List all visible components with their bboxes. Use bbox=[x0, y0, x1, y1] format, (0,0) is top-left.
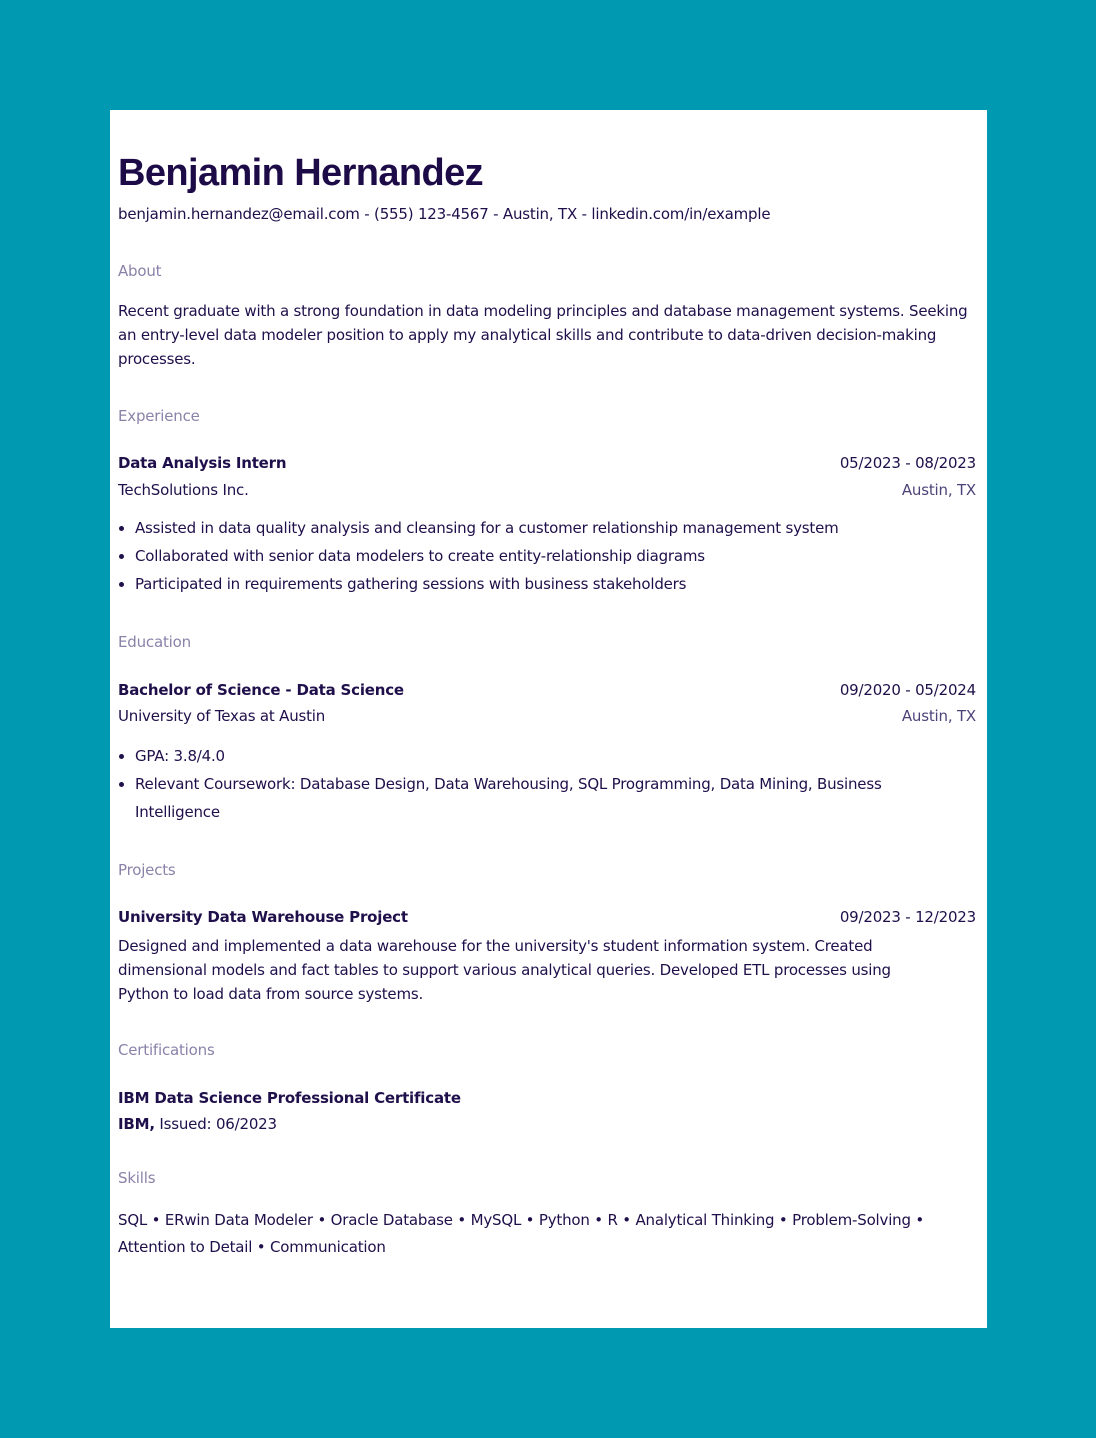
list-item: • Assisted in data quality analysis and cleansing for a customer relationship management system bbox=[135, 514, 976, 542]
education-bullets bbox=[118, 742, 916, 826]
experience-header-row bbox=[118, 452, 976, 474]
job-title: Data Analysis Intern bbox=[118, 454, 287, 472]
project-header-row bbox=[118, 906, 976, 928]
section-title-certifications: Certifications bbox=[118, 1041, 215, 1059]
candidate-name: Benjamin Hernandez bbox=[118, 152, 484, 194]
certification-name: IBM Data Science Professional Certificate bbox=[118, 1089, 461, 1107]
job-dates: 05/2023 - 08/2023 bbox=[839, 454, 976, 472]
project-description: Designed and implemented a data warehouse for the university's student information system. Created dimensional models and fact tables to support various analytical queries. Developed ETL processes using Python to load data from source systems. bbox=[118, 937, 891, 1003]
education-header-row bbox=[118, 679, 976, 701]
project-name: University Data Warehouse Project bbox=[118, 908, 408, 926]
certification-detail-row bbox=[118, 1113, 976, 1135]
list-item: • Participated in requirements gathering sessions with business stakeholders bbox=[135, 570, 976, 598]
education-school-row bbox=[118, 705, 976, 727]
skills-list: SQL • ERwin Data Modeler • Oracle Database • MySQL • Python • R • Analytical Thinking • Problem-Solving • Attention to Detail • Communication bbox=[118, 1211, 925, 1256]
certification-name-row bbox=[118, 1087, 976, 1109]
list-item: • Relevant Coursework: Database Design, Data Warehousing, SQL Programming, Data Mining, Business Intelligence bbox=[135, 770, 916, 826]
list-item: • Collaborated with senior data modelers to create entity-relationship diagrams bbox=[135, 542, 976, 570]
certification-issued: Issued: 06/2023 bbox=[159, 1115, 277, 1133]
resume-page bbox=[110, 110, 987, 1328]
section-title-experience: Experience bbox=[118, 407, 200, 425]
job-location: Austin, TX bbox=[901, 481, 976, 499]
section-title-projects: Projects bbox=[118, 861, 176, 879]
experience-bullets bbox=[118, 514, 976, 598]
section-title-skills: Skills bbox=[118, 1169, 156, 1187]
experience-company-row bbox=[118, 479, 976, 501]
certification-details bbox=[118, 1113, 277, 1135]
school-name: University of Texas at Austin bbox=[118, 707, 326, 725]
list-item: • GPA: 3.8/4.0 bbox=[135, 742, 916, 770]
section-title-education: Education bbox=[118, 633, 191, 651]
project-dates: 09/2023 - 12/2023 bbox=[839, 908, 976, 926]
about-text: Recent graduate with a strong foundation in data modeling principles and database management systems. Seeking an entry-level data modeler position to apply my analytical skills and contribute to data-driven decision-making processes. bbox=[118, 302, 968, 368]
contact-line: benjamin.hernandez@email.com - (555) 123-4567 - Austin, TX - linkedin.com/in/example bbox=[118, 205, 771, 223]
company-name: TechSolutions Inc. bbox=[118, 481, 249, 499]
section-title-about: About bbox=[118, 262, 162, 280]
certification-issuer: IBM, bbox=[118, 1115, 155, 1133]
education-location: Austin, TX bbox=[901, 707, 976, 725]
degree-title: Bachelor of Science - Data Science bbox=[118, 681, 404, 699]
education-dates: 09/2020 - 05/2024 bbox=[839, 681, 976, 699]
